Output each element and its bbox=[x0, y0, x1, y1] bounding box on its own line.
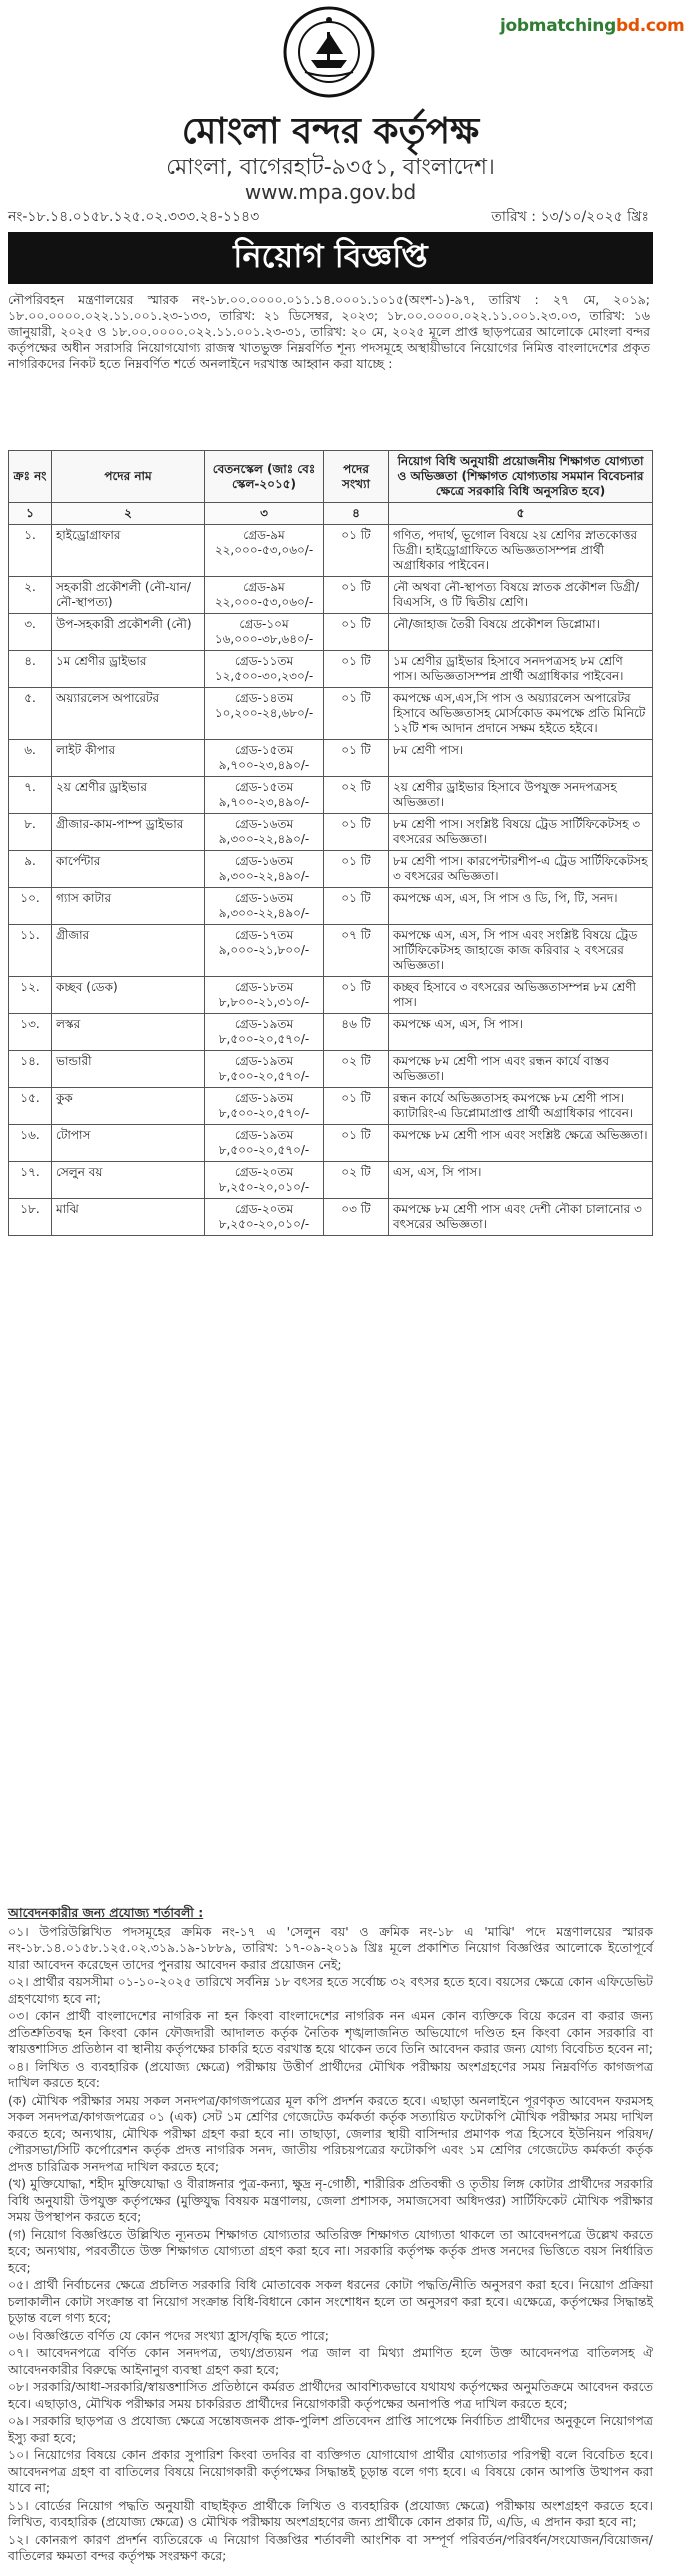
grade-text: গ্রেড-১৬তম bbox=[234, 854, 294, 868]
condition-item: ০৮। সরকারি/আধা-সরকারি/স্বায়ত্তশাসিত প্রতিষ্ঠানে কর্মরত প্রার্থীদের আবশ্যিকভাবে যথাযথ কর্তৃপক্ষের অনুমতিক্রমে আবেদন করতে হবে। এছাড়াও, মৌখিক পরীক্ষার সময় চাকরিরত প্রার্থীদের নিয়োগকারী কর্তৃপক্ষের অনাপত্তি পত্র দাখিল করতে হবে; bbox=[8, 2379, 653, 2411]
grade-text: গ্রেড-১৫তম bbox=[234, 743, 294, 757]
qualification-cell: কমপক্ষে ৮ম শ্রেণী পাস এবং সংশ্লিষ্ট ক্ষেত্রে অভিজ্ঞতা। bbox=[389, 1125, 653, 1162]
serial-cell: ১৩. bbox=[9, 1014, 52, 1051]
grade-text: গ্রেড-১৯তম bbox=[234, 1091, 294, 1105]
post-count-cell: ০১ টি bbox=[324, 851, 389, 888]
pay-scale-cell bbox=[205, 1051, 324, 1088]
conditions-title: আবেদনকারীর জন্য প্রযোজ্য শর্তাবলী : bbox=[8, 1905, 204, 1920]
pay-range-text: ১০,২০০-২৪,৬৮০/- bbox=[214, 706, 314, 720]
post-name-cell: গ্রীজার-কাম-পাম্প ড্রাইভার bbox=[52, 814, 205, 851]
column-number: ৩ bbox=[205, 503, 324, 525]
post-count-cell: ০১ টি bbox=[324, 977, 389, 1014]
table-header-row bbox=[9, 451, 653, 503]
grade-text: গ্রেড-১৪তম bbox=[234, 691, 294, 705]
post-name-cell: সহকারী প্রকৌশলী (নৌ-যান/নৌ-স্থাপত্য) bbox=[52, 577, 205, 614]
post-count-cell: ০১ টি bbox=[324, 525, 389, 577]
qualification-cell: ৮ম শ্রেণী পাস। কারপেন্টারশীপ-এ ট্রেড সার্টিফিকেটসহ ৩ বৎসরের অভিজ্ঞতা। bbox=[389, 851, 653, 888]
table-row bbox=[9, 688, 653, 740]
qualification-cell: নৌ অথবা নৌ-স্থাপত্য বিষয়ে স্নাতক প্রকৌশল ডিগ্রী/বিএসসি, ও টি দ্বিতীয় শ্রেণি। bbox=[389, 577, 653, 614]
qualification-cell: কমপক্ষে এস, এস, সি পাস ও ডি, পি, টি, সনদ। bbox=[389, 888, 653, 925]
pay-scale-cell bbox=[205, 1088, 324, 1125]
table-row bbox=[9, 1125, 653, 1162]
post-count-cell: ০৭ টি bbox=[324, 925, 389, 977]
post-count-cell: ০২ টি bbox=[324, 777, 389, 814]
post-name-cell: কচ্ছব (ডেক) bbox=[52, 977, 205, 1014]
jobmatchingbd-watermark: jobmatchingbd.com bbox=[500, 16, 684, 36]
serial-cell: ২. bbox=[9, 577, 52, 614]
serial-cell: ১৮. bbox=[9, 1199, 52, 1236]
post-name-cell: গ্যাস কাটার bbox=[52, 888, 205, 925]
banner-title: নিয়োগ বিজ্ঞপ্তি bbox=[233, 237, 428, 275]
pay-scale-cell bbox=[205, 888, 324, 925]
qualification-cell: ৮ম শ্রেণী পাস। সংশ্লিষ্ট বিষয়ে ট্রেড সার্টিফিকেটসহ ৩ বৎসরের অভিজ্ঞতা। bbox=[389, 814, 653, 851]
grade-text: গ্রেড-১০ম bbox=[239, 617, 289, 631]
serial-cell: ১৪. bbox=[9, 1051, 52, 1088]
serial-cell: ৬. bbox=[9, 740, 52, 777]
post-name-cell: হাইড্রোগ্রাফার bbox=[52, 525, 205, 577]
table-row bbox=[9, 888, 653, 925]
pay-range-text: ৮,৫০০-২০,৫৭০/- bbox=[218, 1069, 310, 1083]
table-row bbox=[9, 525, 653, 577]
table-row bbox=[9, 1162, 653, 1199]
pay-range-text: ৯,৩০০-২২,৪৯০/- bbox=[218, 906, 310, 920]
conditions-list bbox=[8, 1924, 653, 2565]
grade-text: গ্রেড-১৬তম bbox=[234, 891, 294, 905]
post-count-cell: ০১ টি bbox=[324, 614, 389, 651]
table-row bbox=[9, 740, 653, 777]
condition-item: ০৬। বিজ্ঞপ্তিতে বর্ণিত যে কোন পদের সংখ্যা হ্রাস/বৃদ্ধি হতে পারে; bbox=[8, 2327, 329, 2343]
serial-cell: ৪. bbox=[9, 651, 52, 688]
pay-scale-cell bbox=[205, 688, 324, 740]
condition-item: ০২। প্রার্থীর বয়সসীমা ০১-১০-২০২৫ তারিখে সর্বনিম্ন ১৮ বৎসর হতে সর্বোচ্চ ৩২ বৎসর হতে হবে। বয়সের ক্ষেত্রে কোন এফিডেভিট গ্রহণযোগ্য হবে না; bbox=[8, 1974, 653, 2006]
qualification-cell: এস, এস, সি পাস। bbox=[389, 1162, 653, 1199]
post-name-cell: ২য় শ্রেণীর ড্রাইভার bbox=[52, 777, 205, 814]
memo-number: নং-১৮.১৪.০১৫৮.১২৫.০২.৩৩৩.২৪-১১৪৩ bbox=[8, 209, 260, 225]
serial-cell: ৫. bbox=[9, 688, 52, 740]
col-qualification-header: নিয়োগ বিধি অনুযায়ী প্রয়োজনীয় শিক্ষাগত যোগ্যতা ও অভিজ্ঞতা (শিক্ষাগত যোগ্যতায় সমমান বিবেচনার ক্ষেত্রে সরকারি বিধি অনুসরিত হবে) bbox=[389, 451, 653, 503]
pay-scale-cell bbox=[205, 1125, 324, 1162]
pay-scale-cell bbox=[205, 651, 324, 688]
condition-item: ০৫। প্রার্থী নির্বাচনের ক্ষেত্রে প্রচলিত সরকারি বিধি মোতাবেক সকল ধরনের কোটা পদ্ধতি/নীতি অনুসরণ করা হবে। নিয়োগ প্রক্রিয়া চলাকালীন কোটা সংক্রান্ত বা নিয়োগ সংক্রান্ত বিধি-বিধানে কোন সংশোধন হলে তা অনুসরণ করা হবে। এক্ষেত্রে, কর্তৃপক্ষের সিদ্ধান্তই চূড়ান্ত বলে গণ্য হবে; bbox=[8, 2277, 653, 2325]
pay-range-text: ৮,২৫০-২০,০১০/- bbox=[218, 1180, 310, 1194]
col-post-count-header: পদের সংখ্যা bbox=[324, 451, 389, 503]
table-row bbox=[9, 851, 653, 888]
post-name-cell: ভান্ডারী bbox=[52, 1051, 205, 1088]
post-name-cell: মাঝি bbox=[52, 1199, 205, 1236]
pay-scale-cell bbox=[205, 925, 324, 977]
grade-text: গ্রেড-১৯তম bbox=[234, 1128, 294, 1142]
serial-cell: ১. bbox=[9, 525, 52, 577]
recruitment-notice-banner bbox=[8, 232, 653, 284]
pay-range-text: ২২,০০০-৫৩,০৬০/- bbox=[214, 543, 314, 557]
post-count-cell: ০১ টি bbox=[324, 888, 389, 925]
post-count-cell: ০১ টি bbox=[324, 577, 389, 614]
grade-text: গ্রেড-১১তম bbox=[234, 654, 294, 668]
pay-scale-cell bbox=[205, 525, 324, 577]
post-name-cell: সেলুন বয় bbox=[52, 1162, 205, 1199]
pay-range-text: ৯,৩০০-২২,৪৯০/- bbox=[218, 869, 310, 883]
grade-text: গ্রেড-১৭তম bbox=[234, 928, 294, 942]
column-number: ৫ bbox=[389, 503, 653, 525]
mongla-port-authority-logo bbox=[283, 6, 375, 98]
serial-cell: ১০. bbox=[9, 888, 52, 925]
pay-range-text: ৮,৫০০-২০,৫৭০/- bbox=[218, 1032, 310, 1046]
table-row bbox=[9, 577, 653, 614]
table-row bbox=[9, 651, 653, 688]
grade-text: গ্রেড-১৫তম bbox=[234, 780, 294, 794]
pay-scale-cell bbox=[205, 740, 324, 777]
grade-text: গ্রেড-২০তম bbox=[234, 1165, 294, 1179]
col-post-name-header: পদের নাম bbox=[52, 451, 205, 503]
condition-item: (খ) মুক্তিযোদ্ধা, শহীদ মুক্তিযোদ্ধা ও বীরাঙ্গনার পুত্র-কন্যা, ক্ষুদ্র নৃ-গোষ্ঠী, শারীরিক প্রতিবন্ধী ও তৃতীয় লিঙ্গ কোটার প্রার্থীদের সরকারি বিধি অনুযায়ী উপযুক্ত কর্তৃপক্ষের (মুক্তিযুদ্ধ বিষয়ক মন্ত্রণালয়, জেলা প্রশাসক, সমাজসেবা অধিদপ্তর) সার্টিফিকেট মৌখিক পরীক্ষার সময় উপস্থাপন করতে হবে; bbox=[8, 2176, 653, 2224]
qualification-cell: রন্ধন কার্যে অভিজ্ঞতাসহ কমপক্ষে ৮ম শ্রেণী পাস। ক্যাটারিং-এ ডিপ্লোমাপ্রাপ্ত প্রার্থী অগ্রাধিকার পাবেন। bbox=[389, 1088, 653, 1125]
column-number: ৪ bbox=[324, 503, 389, 525]
post-name-cell: উপ-সহকারী প্রকৌশলী (নৌ) bbox=[52, 614, 205, 651]
table-row bbox=[9, 1199, 653, 1236]
post-count-cell: ০১ টি bbox=[324, 688, 389, 740]
qualification-cell: ২য় শ্রেণীর ড্রাইভার হিসাবে উপযুক্ত সনদপত্রসহ অভিজ্ঞতা। bbox=[389, 777, 653, 814]
grade-text: গ্রেড-৯ম bbox=[243, 528, 285, 542]
post-name-cell: ১ম শ্রেণীর ড্রাইভার bbox=[52, 651, 205, 688]
pay-range-text: ৯,০০০-২১,৮০০/- bbox=[218, 943, 310, 957]
memo-date: তারিখ : ১৩/১০/২০২৫ খ্রিঃ bbox=[491, 209, 649, 225]
post-name-cell: লস্কর bbox=[52, 1014, 205, 1051]
serial-cell: ৭. bbox=[9, 777, 52, 814]
pay-scale-cell bbox=[205, 814, 324, 851]
table-row bbox=[9, 925, 653, 977]
grade-text: গ্রেড-২০তম bbox=[234, 1202, 294, 1216]
organization-title: মোংলা বন্দর কর্তৃপক্ষ bbox=[181, 111, 480, 152]
post-name-cell: অয়্যারলেস অপারেটর bbox=[52, 688, 205, 740]
qualification-cell: কচ্ছব হিসাবে ৩ বৎসরের অভিজ্ঞতাসম্পন্ন ৮ম শ্রেণী পাস। bbox=[389, 977, 653, 1014]
pay-scale-cell bbox=[205, 1162, 324, 1199]
table-row bbox=[9, 777, 653, 814]
post-count-cell: ০১ টি bbox=[324, 814, 389, 851]
grade-text: গ্রেড-১৬তম bbox=[234, 817, 294, 831]
pay-scale-cell bbox=[205, 851, 324, 888]
qualification-cell: ১ম শ্রেণীর ড্রাইভার হিসাবে সনদপত্রসহ ৮ম শ্রেণি পাস। অভিজ্ঞতাসম্পন্ন প্রার্থী অগ্রাধিকার পাইবেন। bbox=[389, 651, 653, 688]
pay-scale-cell bbox=[205, 977, 324, 1014]
post-count-cell: ০১ টি bbox=[324, 1088, 389, 1125]
condition-item: ১০। নিয়োগের বিষয়ে কোন প্রকার সুপারিশ কিংবা তদবির বা ব্যক্তিগত যোগাযোগ প্রার্থীর যোগ্যতার পরিপন্থী বলে বিবেচিত হবে। আবেদনপত্র গ্রহণ বা বাতিলের বিষয়ে নিয়োগকারী কর্তৃপক্ষের সিদ্ধান্তই চূড়ান্ত বলে গণ্য হবে। এ বিষয়ে কোন আপত্তি উত্থাপন করা যাবে না; bbox=[8, 2447, 653, 2495]
qualification-cell: গণিত, পদার্থ, ভূগোল বিষয়ে ২য় শ্রেণির স্নাতকোত্তর ডিগ্রী। হাইড্রোগ্রাফিতে অভিজ্ঞতাসম্পন্ন প্রার্থী অগ্রাধিকার পাইবেন। bbox=[389, 525, 653, 577]
pay-range-text: ১২,৫০০-৩০,২৩০/- bbox=[214, 669, 314, 683]
grade-text: গ্রেড-৯ম bbox=[243, 580, 285, 594]
post-count-cell: ০১ টি bbox=[324, 1125, 389, 1162]
pay-range-text: ৮,৫০০-২০,৫৭০/- bbox=[218, 1106, 310, 1120]
condition-item: (ক) মৌখিক পরীক্ষার সময় সকল সনদপত্র/কাগজপত্রের মূল কপি প্রদর্শন করতে হবে। এছাড়া অনলাইনে পূরণকৃত আবেদন ফরমসহ সকল সনদপত্র/কাগজপত্রের ০১ (এক) সেট ১ম শ্রেণির গেজেটেড কর্মকর্তা কর্তৃক সত্যায়িত ফটোকপি মৌখিক পরীক্ষার সময় দাখিল করতে হবে; অন্যথায়, মৌখিক পরীক্ষা গ্রহণ করা হবে না। তাছাড়া, জেলার স্থায়ী বাসিন্দার প্রমাণক পত্র হিসেবে ইউনিয়ন পরিষদ/পৌরসভা/সিটি কর্পোরেশন কর্তৃক প্রদত্ত নাগরিক সনদ, জাতীয় পরিচয়পত্রের ফটোকপি এবং ১ম শ্রেণির গেজেটেড কর্মকর্তা কর্তৃক প্রদত্ত চারিত্রিক সনদপত্র দাখিল করতে হবে; bbox=[8, 2092, 653, 2174]
post-count-cell: ০১ টি bbox=[324, 740, 389, 777]
post-count-cell: ৪৬ টি bbox=[324, 1014, 389, 1051]
post-name-cell: টোপাস bbox=[52, 1125, 205, 1162]
serial-cell: ৩. bbox=[9, 614, 52, 651]
pay-scale-cell bbox=[205, 1014, 324, 1051]
serial-cell: ১৫. bbox=[9, 1088, 52, 1125]
column-number-row bbox=[9, 503, 653, 525]
serial-cell: ১১. bbox=[9, 925, 52, 977]
condition-item: ০৭। আবেদনপত্রে বর্ণিত কোন সনদপত্র, তথ্য/প্রত্যয়ন পত্র জাল বা মিথ্যা প্রমাণিত হলে উক্ত আবেদনপত্র বাতিলসহ ঐ আবেদনকারীর বিরুদ্ধে আইনানুগ ব্যবস্থা গ্রহণ করা হবে; bbox=[8, 2345, 653, 2377]
pay-range-text: ৮,৫০০-২০,৫৭০/- bbox=[218, 1143, 310, 1157]
grade-text: গ্রেড-১৮তম bbox=[234, 980, 294, 994]
condition-item: ০৪। লিখিত ও ব্যবহারিক (প্রযোজ্য ক্ষেত্রে) পরীক্ষায় উত্তীর্ণ প্রার্থীদের মৌখিক পরীক্ষায় অংশগ্রহণের সময় নিম্নবর্ণিত কাগজপত্র দাখিল করতে হবে: bbox=[8, 2058, 653, 2090]
serial-cell: ৯. bbox=[9, 851, 52, 888]
qualification-cell: কমপক্ষে এস, এস, সি পাস। bbox=[389, 1014, 653, 1051]
pay-range-text: ৯,৩০০-২২,৪৯০/- bbox=[218, 832, 310, 846]
condition-item: ১১। বোর্ডের নিয়োগ পদ্ধতি অনুযায়ী বাছাইকৃত প্রার্থীকে লিখিত ও ব্যবহারিক (প্রযোজ্য ক্ষেত্রে) পরীক্ষায় অংশগ্রহণ করতে হবে। লিখিত, ব্যবহারিক (প্রযোজ্য ক্ষেত্রে) ও মৌখিক পরীক্ষায় অংশগ্রহণের জন্য প্রার্থীকে কোন প্রকার টি, এ/ডি, এ প্রদান করা হবে না; bbox=[8, 2497, 653, 2529]
col-serial-header: ক্রঃ নং bbox=[9, 451, 52, 503]
pay-scale-cell bbox=[205, 614, 324, 651]
post-count-cell: ০১ টি bbox=[324, 651, 389, 688]
column-number: ১ bbox=[9, 503, 52, 525]
vacancy-table-body bbox=[9, 525, 653, 1236]
pay-range-text: ৮,৮০০-২১,৩১০/- bbox=[218, 995, 310, 1009]
col-pay-scale-header: বেতনস্কেল (জাঃ বেঃ স্কেল-২০১৫) bbox=[205, 451, 324, 503]
pay-range-text: ২২,০০০-৫৩,০৬০/- bbox=[214, 595, 314, 609]
post-name-cell: গ্রীজার bbox=[52, 925, 205, 977]
organization-address: মোংলা, বাগেরহাট-৯৩৫১, বাংলাদেশ। bbox=[166, 155, 495, 180]
post-count-cell: ০২ টি bbox=[324, 1051, 389, 1088]
table-row bbox=[9, 1014, 653, 1051]
pay-scale-cell bbox=[205, 577, 324, 614]
pay-range-text: ১৬,০০০-৩৮,৬৪০/- bbox=[214, 632, 314, 646]
serial-cell: ১৬. bbox=[9, 1125, 52, 1162]
qualification-cell: কমপক্ষে ৮ম শ্রেণী পাস এবং দেশী নৌকা চালানোর ৩ বৎসরের অভিজ্ঞতা। bbox=[389, 1199, 653, 1236]
intro-paragraph: নৌপরিবহন মন্ত্রণালয়ের স্মারক নং-১৮.০০.০০০০.০১১.১৪.০০০১.১০১৫(অংশ-১)-৯৭, তারিখ : ২৭ মে, ২০১৯; ১৮.০০.০০০০.০২২.১১.০০১.২৩-১৩৩, তারিখ: ২১ ডিসেম্বর, ২০২৩; ১৮.০০.০০০০.০২২.১১.০০১.২৩.০৩, তারিখ: ১৬ জানুয়ারী, ২০২৫ ও ১৮.০০.০০০০.০২২.১১.০০১.২৩-৩১, তারিখ: ২০ মে, ২০২৫ মূলে প্রাপ্ত ছাড়পত্রের আলোকে মোংলা বন্দর কর্তৃপক্ষের অধীন সরাসরি নিয়োগযোগ্য রাজস্ব খাতভুক্ত নিম্নবর্ণিত শূন্য পদসমূহে অস্থায়ীভাবে নিয়োগের নিমিত্ত বাংলাদেশের প্রকৃত নাগরিকদের নিকট হতে নিম্নবর্ণিত শর্তে অনলাইনে দরখাস্ত আহ্বান করা যাচ্ছে : bbox=[8, 292, 650, 371]
vacancy-table bbox=[8, 450, 653, 1236]
column-number: ২ bbox=[52, 503, 205, 525]
table-row bbox=[9, 614, 653, 651]
qualification-cell: ৮ম শ্রেণী পাস। bbox=[389, 740, 653, 777]
condition-item: ১২। কোনরূপ কারণ প্রদর্শন ব্যতিরেকে এ নিয়োগ বিজ্ঞপ্তির শর্তাবলী আংশিক বা সম্পূর্ণ পরিবর্তন/পরিবর্ধন/সংযোজন/বিয়োজন/বাতিলের ক্ষমতা বন্দর কর্তৃপক্ষ সংরক্ষণ করে; bbox=[8, 2531, 653, 2563]
pay-scale-cell bbox=[205, 1199, 324, 1236]
condition-item: ০১। উপরিউল্লিখিত পদসমূহের ক্রমিক নং-১৭ এ 'সেলুন বয়' ও ক্রমিক নং-১৮ এ 'মাঝি' পদে মন্ত্রণালয়ের স্মারক নং-১৮.১৪.০১৫৮.১২৫.০২.৩১৯.১৯-১৮৮৯, তারিখ: ১৭-০৯-২০১৯ খ্রিঃ মূলে প্রকাশিত নিয়োগ বিজ্ঞপ্তির আলোকে ইতোপূর্বে যারা আবেদন করেছেন তাদের পুনরায় আবেদন করার প্রয়োজন নেই; bbox=[8, 1923, 653, 1972]
post-name-cell: কুক bbox=[52, 1088, 205, 1125]
grade-text: গ্রেড-১৯তম bbox=[234, 1017, 294, 1031]
qualification-cell: কমপক্ষে এস, এস, সি পাস এবং সংশ্লিষ্ট বিষয়ে ট্রেড সার্টিফিকেটসহ জাহাজে কাজ করিবার ২ বৎসরের অভিজ্ঞতা। bbox=[389, 925, 653, 977]
serial-cell: ১২. bbox=[9, 977, 52, 1014]
post-count-cell: ০২ টি bbox=[324, 1162, 389, 1199]
qualification-cell: নৌ/জাহাজ তৈরী বিষয়ে প্রকৌশল ডিপ্লোমা। bbox=[389, 614, 653, 651]
serial-cell: ৮. bbox=[9, 814, 52, 851]
table-row bbox=[9, 1051, 653, 1088]
post-count-cell: ০৩ টি bbox=[324, 1199, 389, 1236]
post-name-cell: লাইট কীপার bbox=[52, 740, 205, 777]
pay-range-text: ৯,৭০০-২৩,৪৯০/- bbox=[218, 758, 310, 772]
condition-item: ০৩। কোন প্রার্থী বাংলাদেশের নাগরিক না হন কিংবা বাংলাদেশের নাগরিক নন এমন কোন ব্যক্তিকে বিয়ে করেন বা করার জন্য প্রতিশ্রুতিবদ্ধ হন কিংবা কোন ফৌজদারী আদালত কর্তৃক নৈতিক শৃঙ্খলাজনিত অভিযোগে দণ্ডিত হন কিংবা কোন সরকারি বা স্বায়ত্তশাসিত প্রতিষ্ঠান বা স্থানীয় কর্তৃপক্ষের চাকরি হতে বরখাস্ত হয়ে থাকেন তবে তিনি আবেদন করার জন্য যোগ্য বিবেচিত হবেন না; bbox=[8, 2008, 653, 2056]
table-row bbox=[9, 977, 653, 1014]
pay-range-text: ৮,২৫০-২০,০১০/- bbox=[218, 1217, 310, 1231]
table-row bbox=[9, 1088, 653, 1125]
pay-scale-cell bbox=[205, 777, 324, 814]
condition-item: ০৯। সরকারি ছাড়পত্র ও প্রযোজ্য ক্ষেত্রে সন্তোষজনক প্রাক-পুলিশ প্রতিবেদন প্রাপ্তি সাপেক্ষে নির্বাচিত প্রার্থীদের অনুকূলে নিয়োগপত্র ইস্যু করা হবে; bbox=[8, 2413, 653, 2445]
table-row bbox=[9, 814, 653, 851]
serial-cell: ১৭. bbox=[9, 1162, 52, 1199]
pay-range-text: ৯,৭০০-২৩,৪৯০/- bbox=[218, 795, 310, 809]
condition-item: (গ) নিয়োগ বিজ্ঞপ্তিতে উল্লিখিত ন্যূনতম শিক্ষাগত যোগ্যতার অতিরিক্ত শিক্ষাগত যোগ্যতা থাকলে তা আবেদনপত্রে উল্লেখ করতে হবে; অন্যথায়, পরবর্তীতে উক্ত শিক্ষাগত যোগ্যতা গ্রহণ করা হবে না। সরকারি কর্তৃপক্ষ কর্তৃক প্রদত্ত সনদের ভিত্তিতে বয়স নির্ধারিত হবে; bbox=[8, 2226, 653, 2275]
qualification-cell: কমপক্ষে এস,এস,সি পাস ও অয়্যারলেস অপারেটর হিসাবে অভিজ্ঞতাসহ মোর্সকোড কমপক্ষে প্রতি মিনিটে ১২টি শব্দ আদান প্রদানে সক্ষম হইতে হইবে। bbox=[389, 688, 653, 740]
organization-website[interactable]: www.mpa.gov.bd bbox=[244, 180, 417, 204]
qualification-cell: কমপক্ষে ৮ম শ্রেণী পাস এবং রন্ধন কার্যে বাস্তব অভিজ্ঞতা। bbox=[389, 1051, 653, 1088]
conditions-section bbox=[8, 1905, 653, 2566]
grade-text: গ্রেড-১৯তম bbox=[234, 1054, 294, 1068]
post-name-cell: কার্পেন্টার bbox=[52, 851, 205, 888]
